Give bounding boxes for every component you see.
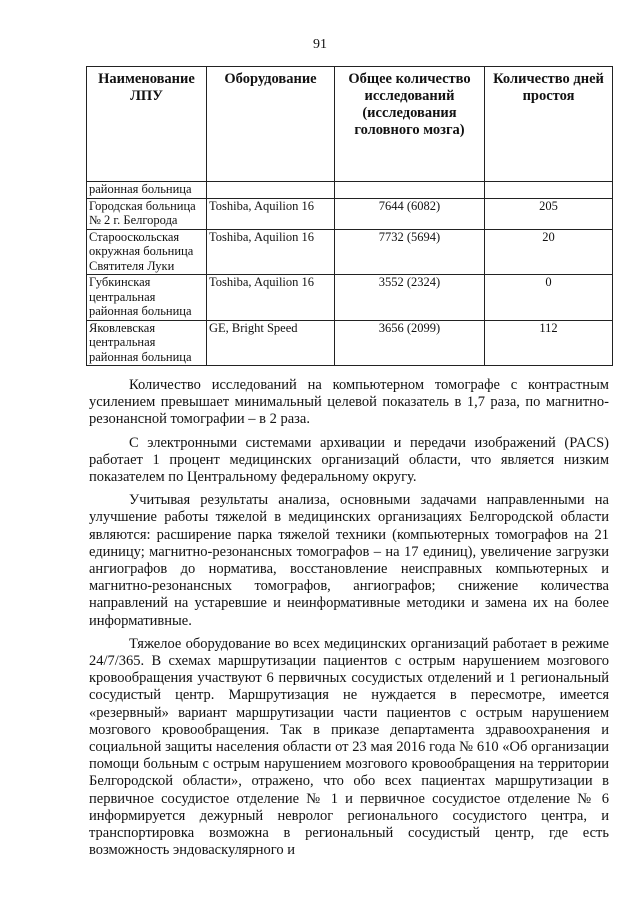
cell-studies: 3552 (2324) xyxy=(335,275,485,321)
empty-cell xyxy=(485,182,613,199)
cell-downtime: 0 xyxy=(485,275,613,321)
table-header-row xyxy=(87,67,613,182)
cell-downtime: 205 xyxy=(485,198,613,229)
cell-downtime: 112 xyxy=(485,320,613,366)
header-total-studies: Общее количество исследований (исследования головного мозга) xyxy=(335,67,485,182)
page-number: 91 xyxy=(313,37,327,52)
empty-cell xyxy=(335,182,485,199)
paragraph: С электронными системами архивации и передачи изображений (PACS) работает 1 процент медицинских организаций области, что является низким показателем по Центральному федеральному округу. xyxy=(89,434,609,486)
empty-cell xyxy=(207,182,335,199)
header-equipment: Оборудование xyxy=(207,67,335,182)
cell-downtime: 20 xyxy=(485,229,613,275)
cell-studies: 3656 (2099) xyxy=(335,320,485,366)
table-row xyxy=(87,275,613,321)
paragraph: Учитывая результаты анализа, основными задачами направленными на улучшение работы тяжелой в медицинских организациях Белгородской области являются: расширение парка тяжелой техники (компьютерных томографов на 21 единицу; магнитно-резонансных томографов – на 17 единиц), увеличение загрузки ангиографов до норматива, восстановление неисправных компьютерных и магнитно-резонансных томографов, ангиографов; снижение количества направлений на устаревшие и неинформативные методики и замена их на более информативные. xyxy=(89,492,609,629)
paragraph: Тяжелое оборудование во всех медицинских организаций работает в режиме 24/7/365. В схемах маршрутизации пациентов с острым нарушением мозгового кровообращения участвуют 6 первичных сосудистых отделений и 1 региональный сосудистый центр. Маршрутизация не нуждается в пересмотре, имеется «резервный» вариант маршрутизации части пациентов с острым нарушением мозгового кровообращения. Так в приказе департамента здравоохранения и социальной защиты населения области от 23 мая 2016 года № 610 «Об организации помощи больным с острым нарушением мозгового кровообращения на территории Белгородской области», отражено, что обо всех пациентах маршрутизации в первичное сосудистое отделение № 1 и первичное сосудистое отделение № 6 информируется дежурный невролог регионального сосудистого центра, и транспортировка возможна в региональный сосудистый центр, где есть возможность эндоваскулярного и xyxy=(89,635,609,859)
body-text xyxy=(89,377,609,867)
cell-facility: Городская больница № 2 г. Белгорода xyxy=(87,198,207,229)
cell-facility: Старооскольская окружная больница Святителя Луки xyxy=(87,229,207,275)
cell-studies: 7644 (6082) xyxy=(335,198,485,229)
cell-facility: Губкинская центральная районная больница xyxy=(87,275,207,321)
table-row xyxy=(87,320,613,366)
cell-equipment: Toshiba, Aquilion 16 xyxy=(207,198,335,229)
equipment-table xyxy=(86,66,613,366)
cell-studies: 7732 (5694) xyxy=(335,229,485,275)
table-row xyxy=(87,182,613,199)
cell-equipment: Toshiba, Aquilion 16 xyxy=(207,229,335,275)
header-downtime-days: Количество дней простоя xyxy=(485,67,613,182)
cell-equipment: GE, Bright Speed xyxy=(207,320,335,366)
table-row xyxy=(87,198,613,229)
cell-facility: Яковлевская центральная районная больница xyxy=(87,320,207,366)
continuation-cell: районная больница xyxy=(87,182,207,199)
cell-equipment: Toshiba, Aquilion 16 xyxy=(207,275,335,321)
table-row xyxy=(87,229,613,275)
header-facility: Наименование ЛПУ xyxy=(87,67,207,182)
paragraph: Количество исследований на компьютерном томографе с контрастным усилением превышает минимальный целевой показатель в 1,7 раза, по магнитно-резонансной томографии – в 2 раза. xyxy=(89,377,609,428)
